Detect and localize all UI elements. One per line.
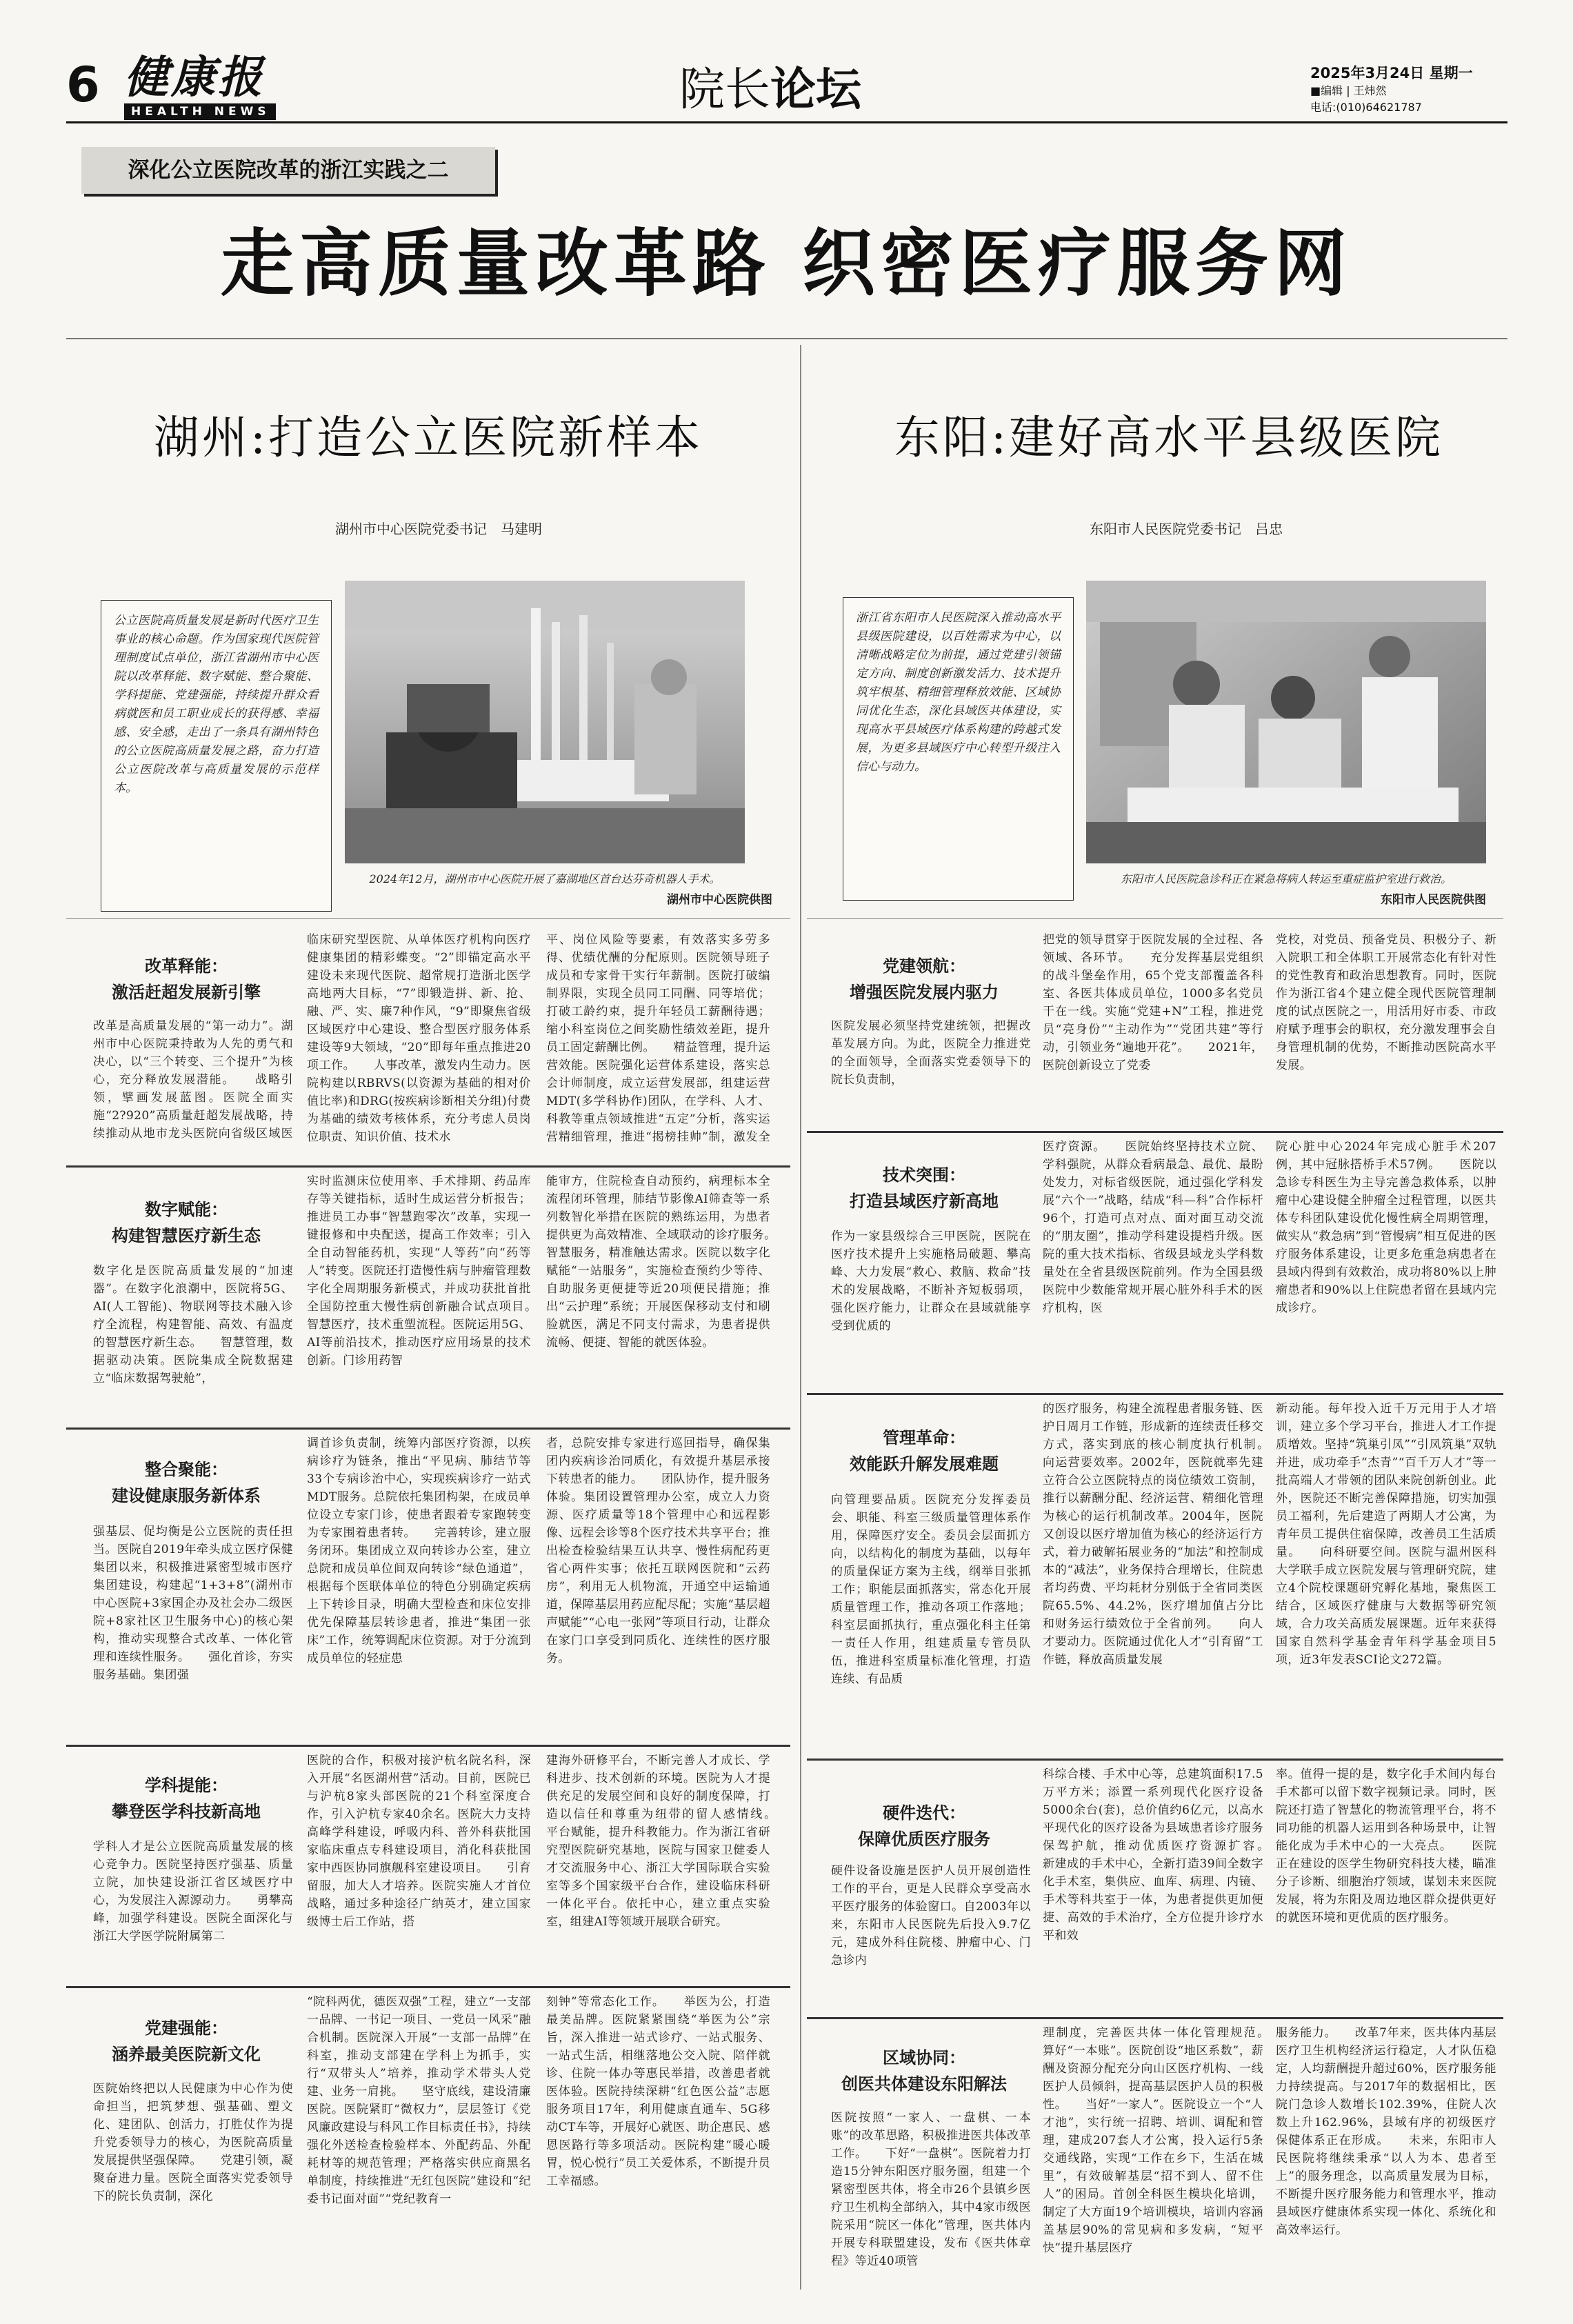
left-sec1-rule [66, 918, 790, 919]
right-sec3-rule [807, 1393, 1503, 1395]
series-label-text: 深化公立医院改革的浙江实践之二 [128, 158, 449, 183]
right-photo [1086, 581, 1486, 863]
right-sec2-rule [807, 1131, 1503, 1133]
left-sec3-col1: 强基层、促均衡是公立医院的责任担当。医院自2019年牵头成立医疗保健集团以来，积极推进紧密型城市医疗集团建设，构建起“1+3+8”(湖州市中心医院+3家国企办及社会办二级医院+8家社区卫生服务中心)的核心架构，推动实现整合式改革、一体化管理和连续性服务。 强化首诊，夯实服务基础。集团强 [93, 1525, 293, 1682]
section-title-a: 院长 [679, 63, 770, 116]
emergency-transfer-image [1086, 581, 1486, 863]
paper-name: 健康报 [124, 52, 265, 103]
page-number: 6 [66, 57, 100, 113]
left-byline: 湖州市中心医院党委书记 马建明 [335, 521, 542, 537]
left-sec2-head [76, 1196, 297, 1249]
right-byline: 东阳市人民医院党委书记 吕忠 [1090, 521, 1283, 537]
left-sec2-col1: 数字化是医院高质量发展的“加速器”。在数字化浪潮中，医院将5G、AI(人工智能)、物联网等技术融入诊疗全流程，构建智能、高效、有温度的智慧医疗新生态。 智慧管理，数据驱动决策。医院集成全院数据建立“临床数据驾驶舱”， [93, 1264, 293, 1385]
right-sec5-rule [807, 2017, 1503, 2019]
right-sec4-heading: 保障优质医疗服务 [858, 1830, 990, 1849]
right-sec2-col3: 院心脏中心2024年完成心脏手术207例，其中冠脉搭桥手术57例。 医院以急诊专科医生为主导完善急救体系，以肿瘤中心建设健全肿瘤全过程管理，以医共体专科团队建设优化慢性病全周期管理，做实从“救急病”到“管慢病”相互促进的医疗服务体系建设，让更多危重急病患者在县域内得到有效救治，成功将80%以上肿瘤患者和90%以上住院患者留在县域内完成诊疗。 [1276, 1140, 1496, 1315]
left-sec1-head [76, 953, 297, 1005]
left-sec5-kicker: 党建强能： [145, 2019, 228, 2038]
phone-line: 电话:(010)64621787 [1310, 101, 1422, 114]
right-sec5-heading: 创医共体建设东阳解法 [841, 2074, 1007, 2094]
left-sec3-kicker: 整合聚能： [145, 1460, 228, 1479]
right-sec3-col2: 的医疗服务，构建全流程患者服务链、医护日周月工作链，形成新的连续责任移交方式，落实到底的核心制度执行机制。 向运营要效率。2002年，医院就率先建立符合公立医院特点的岗位绩效工资制，推行以薪酬分配、经济运营、精细化管理为核心的运行机制改革。2004年，医院又创设以医疗增加值为核心的经济运行方式，着力破解拓展业务的“加法”和控制成本的“减法”，业务保持合理增长，住院患者均药费、平均耗材分别低于全省同类医院65.5%、44.2%，医疗增加值占分比和财务运行绩效位于全省前列。 向人才要动力。医院通过优化人才“引育留”工作链，释放高质量发展 [1043, 1402, 1263, 1667]
headline-rule [66, 338, 1507, 339]
left-sec3-col2: 调首诊负责制，统筹内部医疗资源，以疾病诊疗为链条，推出“平见病、肺结节等33个专病诊治中心，实现疾病诊疗一站式MDT服务。总院依托集团构架，在成员单位设立专家门诊，使患者跟着专家跑转变为专家围着患者转。 完善转诊，建立服务闭环。集团成立双向转诊办公室，建立总院和成员单位间双向转诊“绿色通道”，根据每个医联体单位的特色分别确定疾病上下转诊目录，明确大型检查和床位安排优先保障基层转诊患者，推进“集团一张床”工作，统筹调配床位资源。对于分流到成员单位的轻症患 [307, 1436, 531, 1665]
right-sec3-heading: 效能跃升解发展难题 [850, 1454, 999, 1474]
paper-logo [124, 54, 283, 123]
left-sec2-rule [66, 1165, 790, 1168]
right-sec1-rule [807, 918, 1503, 919]
left-sec5-rule [66, 1986, 790, 1988]
right-sec2-heading: 打造县域医疗新高地 [850, 1192, 999, 1211]
left-sec5-head [76, 2015, 297, 2067]
right-sec3-col1: 向管理要品质。医院充分发挥委员会、职能、科室三级质量管理体系作用，保障医疗安全。委员会层面抓方向，以结构化的制度为基础，以每年的质量保证方案为主线，纲举目张抓工作；职能层面抓落实，常态化开展质量管理工作，推动各项工作落地；科室层面抓执行，重点强化科主任第一责任人作用，组建质量专管员队伍，推进科室质量标准化管理，打造连续、有品质 [831, 1493, 1031, 1686]
right-sec5-col1: 医院按照“一家人、一盘棋、一本账”的改革思路，积极推进医共体改革工作。 下好“一盘棋”。医院着力打造15分钟东阳医疗服务圈，组建一个紧密型医共体，将全市26个县镇乡医疗卫生机构全部纳入，其中4家市级医院采用“院区一体化”管理，医共体内开展专科联盟建设，发布《医共体章程》等近40项管 [831, 2111, 1031, 2268]
left-intro: 公立医院高质量发展是新时代医疗卫生事业的核心命题。作为国家现代医院管理制度试点单位，浙江省湖州市中心医院以改革释能、数字赋能、整合聚能、学科提能、党建强能，持续提升群众看病就医和员工职业成长的获得感、幸福感、安全感，走出了一条具有湖州特色的公立医院高质量发展之路，奋力打造公立医院改革与高质量发展的示范样本。 [101, 600, 332, 912]
right-sec4-col2: 科综合楼、手术中心等，总建筑面积17.5万平方米；添置一系列现代化医疗设备5000余台(套)，总价值约6亿元，以高水平现代化的医疗设备为县域患者诊疗服务保驾护航，推动优质医疗资源扩容。 新建成的手术中心，全新打造39间全数字化手术室，集供应、血库、病理、内镜、手术等科共室于一体，为患者提供更加便捷、高效的手术治疗，全方位提升诊疗水平和效 [1043, 1767, 1263, 1943]
right-sec3-kicker: 管理革命： [883, 1428, 965, 1448]
masthead [0, 0, 1573, 121]
editor-line: ■编辑 | 王炜然 [1310, 84, 1387, 97]
right-sec4-col3: 率。值得一提的是，数字化手术间内每台手术都可以留下数字视频记录。同时，医院还打造了智慧化的物流管理平台，将不同功能的机器人运用到各种场景中，让智能化成为手术中心的一大亮点。 医院正在建设的医学生物研究科技大楼，瞄准分子诊断、细胞治疗领域，谋划未来医院发展，将为东阳及周边地区群众提供更好的就医环境和更优质的医疗服务。 [1276, 1767, 1496, 1925]
left-sec4-heading: 攀登医学科技新高地 [112, 1802, 261, 1821]
right-sec1-col3: 党校，对党员、预备党员、积极分子、新入院职工和全体职工开展常态化有针对性的党性教育和政治思想教育。同时，医院作为浙江省4个建立健全现代医院管理制度的试点医院之一，用活用好市委、市政府赋予理事会的职权，充分激发理事会自身管理机制的优势，不断推动医院高水平发展。 [1276, 933, 1496, 1072]
left-sec1-col1: 改革是高质量发展的“第一动力”。湖州市中心医院秉持敢为人先的勇气和决心，以“三个转变、三个提升”为核心，充分释放发展潜能。 战略引领，擘画发展蓝图。医院全面实施“2?920”高质量赶超发展战略，持续推动从地市龙头医院向省级区域医 [93, 1019, 293, 1141]
left-sec5-col3: 刻钟”等常态化工作。 举医为公，打造最美品牌。医院紧紧围绕“举医为公”宗旨，深入推进一站式诊疗、一站式服务、一站式生活，相继落地公交入院、陪伴就诊、住院一体办等惠民举措，改善患者就医体验。医院持续深耕“红色医公益”志愿服务项目17年，利用健康直通车、5G移动CT车等，开展好心就医、助企惠民、感恩医路行等多项活动。医院构建“暖心暖胃，悦心悦行”员工关爱体系，不断提升员工幸福感。 [546, 1995, 770, 2188]
masthead-rule [66, 121, 1507, 123]
left-sec3-rule [66, 1428, 790, 1430]
right-sec5-head [814, 2045, 1034, 2097]
left-sec1-col3: 平、岗位风险等要素，有效落实多劳多得、优绩优酬的分配原则。医院领导班子成员和专家骨干实行年薪制。医院打破编制界限，实现全员同工同酬、同等培优；打破工龄约束，提升年轻员工薪酬待遇；缩小科室岗位之间奖励性绩效差距，提升员工固定薪酬比例。 精益管理，提升运营效能。医院强化运营体系建设，落实总会计师制度，成立运营发展部，组建运营MDT(多学科协作)团队，在学科、人才、科教等重点领域推进“五定”分析，落实运营精细管理，推进“揭榜挂帅”制，激发全 [546, 933, 770, 1144]
left-sec5-heading: 涵养最美医院新文化 [112, 2045, 261, 2064]
left-sec2-col2: 实时监测床位使用率、手术排期、药品库存等关键指标，适时生成运营分析报告；推进员工办事“智慧跑零次”改革，实现一键报修和中央配送，提高工作效率；引入全自动智能药机，实现“人等药”向“药等人”转变。医院还打造慢性病与肿瘤管理数字化全周期服务新模式，并成功获批首批全国防控重大慢性病创新融合试点项目。 智慧医疗，技术重塑流程。医院运用5G、AI等前沿技术，推动医疗应用场景的技术创新。门诊用药智 [307, 1174, 531, 1368]
left-sec5-col2: “院科两优，德医双强”工程，建立“一支部一品牌、一书记一项目、一党员一风采”融合机制。医院深入开展“一支部一品牌”在科室，推动支部建在学科上为抓手，实行“双带头人”培养，推动学术带头人党建、业务一肩挑。 坚守底线，建设清廉医院。医院紧盯“微权力”，层层签订《党风廉政建设与科风工作目标责任书》，持续强化外送检查检验样本、外配药品、外配耗材等的规范管理；严格落实供应商黑名单制度，持续推进“无红包医院”建设和“纪委书记面对面”“党纪教育一 [307, 1995, 531, 2206]
left-sec2-kicker: 数字赋能： [145, 1200, 228, 1219]
left-sec2-col3: 能审方，住院检查自动预约，病理标本全流程闭环管理，肺结节影像AI筛查等一系列数智化举措在医院的熟练运用，为患者提供更为高效精准、全域联动的诊疗服务。 智慧服务，精准触达需求。医院以数字化赋能“一站服务”，实施检查预约少等待、自助服务更便捷等近20项便民措施；推出“云护理”系统；开展医保移动支付和刷脸就医，满足不同支付需求，为患者提供流畅、便捷、智能的就医体验。 [546, 1174, 770, 1350]
left-sec4-col1: 学科人才是公立医院高质量发展的核心竞争力。医院坚持医疗强基、质量立院，加快建设浙江省区域医疗中心，为发展注入源源动力。 勇攀高峰，加强学科建设。医院全面深化与浙江大学医学院附属第二 [93, 1840, 293, 1943]
robot-surgery-image [345, 581, 745, 863]
right-sec2-head [814, 1162, 1034, 1214]
left-sec1-kicker: 改革释能： [145, 956, 228, 976]
left-sec3-heading: 建设健康服务新体系 [112, 1486, 261, 1505]
center-divider [800, 345, 801, 2290]
issue-date: 2025年3月24日 星期一 [1310, 65, 1473, 81]
left-photo-credit: 湖州市中心医院供图 [667, 893, 772, 907]
right-sec5-kicker: 区域协同： [883, 2048, 965, 2067]
right-sec2-col1: 作为一家县级综合三甲医院，医院在医疗技术提升上实施格局破题、攀高峰、大力发展“救心、救脑、救命”技术的发展战略，不断补齐短板弱项，强化医疗能力，让群众在县域就能享受到优质的 [831, 1230, 1031, 1333]
left-sec4-col2: 医院的合作，积极对接沪杭名院名科，深入开展“名医湖州营”活动。目前，医院已与沪杭8家头部医院的21个科室深度合作，引入沪杭专家40余名。医院大力支持高峰学科建设，呼吸内科、普外科获批国家临床重点专科建设项目，消化科获批国家中西医协同旗舰科室建设项目。 引育留服，加大人才培养。医院实施人才首位战略，通过多种途径广纳英才，建立国家级博士后工作站，搭 [307, 1754, 531, 1929]
right-sec3-col3: 新动能。每年投入近千万元用于人才培训，建立多个学习平台，推进人才工作提质增效。坚持“筑巢引凤”“引凤筑巢”双轨并进，成功牵手“杰青”“百千万人才”等一批高端人才带领的团队来院创新创业。此外，医院还不断完善保障措施，切实加强员工福利，先后建造了两期人才公寓，为青年员工提供住宿保障，改善员工生活质量。 向科研要空间。医院与温州医科大学联手成立医院发展与管理研究院，建立4个院校课题研究孵化基地，聚焦医工结合，区域医疗健康与大数据等研究领域，合力攻关高质发展课题。近年来获得国家自然科学基金青年科学基金项目5项，近3年发表SCI论文272篇。 [1276, 1402, 1496, 1667]
right-sec1-head [814, 953, 1034, 1005]
left-sec1-heading: 激活赶超发展新引擎 [112, 983, 261, 1002]
left-sec4-col3: 建海外研修平台，不断完善人才成长、学科进步、技术创新的环境。医院为人才提供充足的发展空间和良好的制度保障，打造以信任和尊重为纽带的留人感情线。 平台赋能，提升科教能力。作为浙江省研究型医院研究基地，医院与国家卫健委人才交流服务中心、浙江大学国际联合实验室等多个国家级平台合作，建设临床科研一体化平台。依托中心，建立重点实验室，组建AI等领域开展联合研究。 [546, 1754, 770, 1929]
left-sec1-col2: 临床研究型医院、从单体医疗机构向医疗健康集团的精彩蝶变。“2”即锚定高水平建设未来现代医院、超常规打造浙北医学高地两大目标，“7”即锻造拼、新、抢、融、严、实、廉7种作风，“9”即聚焦省级区域医疗中心建设、整合型医疗服务体系建设等9大领域，“20”即每年重点推进20项工作。 人事改革，激发内生动力。医院构建以RBRVS(以资源为基础的相对价值比率)和DRG(按疾病诊断相关分组)付费为基础的绩效考核体系，充分考虑人员岗位职责、知识价值、技术水 [307, 933, 531, 1144]
right-sec4-head [814, 1800, 1034, 1852]
right-sec2-kicker: 技术突围： [883, 1165, 965, 1185]
left-sec3-col3: 者，总院安排专家进行巡回指导，确保集团内疾病诊治同质化，有效提升基层承接下转患者的能力。 团队协作，提升服务体验。集团设置管理办公室，成立人力资源、医疗质量等18个管理中心和远程影像、远程会诊等8个医疗技术共享平台；推出检查检验结果互认共享、慢性病配药更省心两件实事；依托互联网医院和“云药房”，利用无人机物流，开通空中运输通道，保障基层用药应配尽配；实施“基层超声赋能”“心电一张网”等项目行动，让群众在家门口享受到同质化、连续性的医疗服务。 [546, 1436, 770, 1665]
left-sec4-rule [66, 1745, 790, 1747]
right-sec1-col2: 把党的领导贯穿于医院发展的全过程、各领域、各环节。 充分发挥基层党组织的战斗堡垒作用，65个党支部覆盖各科室、各医共体成员单位，1000多名党员干在一线。实施“党建+N”工程，推进党员“亮身份”“主动作为”“党团共建”等行动，引领业务“遍地开花”。 2021年，医院创新设立了党委 [1043, 933, 1263, 1072]
right-sec2-col2: 医疗资源。 医院始终坚持技术立院、学科强院，从群众看病最急、最优、最盼处发力，对标省级医院，通过强化学科发展“六个一”战略，结成“科—科”合作标杆96个，打造可点对点、面对面互动交流的“朋友圈”，推动学科建设提档升级。医院的重大技术指标、省级县域龙头学科数量处在全省县级医院前列。作为全国县级医院中少数能常规开展心脏外科手术的医疗机构，医 [1043, 1140, 1263, 1315]
right-sec1-kicker: 党建领航： [883, 956, 965, 976]
section-title-b: 论坛 [770, 63, 861, 116]
left-sec3-head [76, 1456, 297, 1509]
right-sec5-col2: 理制度，完善医共体一体化管理规范。 算好“一本账”。医院创设“地区系数”，薪酬及资源分配充分向山区医疗机构、一线医护人员倾斜，提高基层医护人员的积极性。 当好“一家人”。医院设立一个“人才池”，实行统一招聘、培训、调配和管理，建成207套人才公寓，投入运行5条交通线路，实现“工作在乡下，生活在城里”，有效破解基层“招不到人、留不住人”的困局。首创全科医生模块化培训，制定了大方面19个培训模块，培训内容涵盖基层90%的常见病和多发病，“短平快”提升基层医疗 [1043, 2026, 1263, 2255]
right-sec5-col3: 服务能力。 改革7年来，医共体内基层医疗卫生机构经济运行稳定，人才队伍稳定，人均薪酬提升超过60%，医疗服务能力持续提高。与2017年的数据相比，医院门急诊人数增长102.39%，住院人次数上升162.96%，县域有序的初级医疗保健体系正在形成。 未来，东阳市人民医院将继续秉承“以人为本、患者至上”的服务理念，以高质量发展为目标，不断提升医疗服务能力和管理水平，推动县域医疗健康体系实现一体化、系统化和高效率运行。 [1276, 2026, 1496, 2237]
left-sec2-heading: 构建智慧医疗新生态 [112, 1226, 261, 1245]
left-sec5-col1: 医院始终把以人民健康为中心作为使命担当，把筑梦想、强基础、塑文化、建团队、创活力，打胜仗作为提升党委领导力的核心，为医院高质量发展提供坚强保障。 党建引领，凝聚奋进力量。医院全面落实党委领导下的院长负责制，深化 [93, 2082, 293, 2203]
left-sec4-head [76, 1772, 297, 1825]
headline: 走高质量改革路 织密医疗服务网 [221, 221, 1352, 306]
right-sec4-kicker: 硬件迭代： [883, 1803, 965, 1823]
right-sec4-rule [807, 1759, 1503, 1761]
right-sec4-col1: 硬件设备设施是医护人员开展创造性工作的平台，更是人民群众享受高水平医疗服务的体验窗口。自2003年以来，东阳市人民医院先后投入9.7亿元，建成外科住院楼、肿瘤中心、门急诊内 [831, 1864, 1031, 1967]
issue-info [1310, 63, 1517, 116]
right-photo-credit: 东阳市人民医院供图 [1381, 893, 1486, 907]
paper-name-en: HEALTH NEWS [124, 103, 276, 120]
right-photo-caption: 东阳市人民医院急诊科正在紧急将病人转运至重症监护室进行救治。 [1120, 872, 1452, 885]
left-article-title: 湖州:打造公立医院新样本 [153, 411, 703, 464]
right-sec3-head [814, 1425, 1034, 1477]
left-photo-caption: 2024年12月，湖州市中心医院开展了嘉湖地区首台达芬奇机器人手术。 [369, 872, 721, 885]
right-sec1-heading: 增强医院发展内驱力 [850, 983, 999, 1002]
left-sec4-kicker: 学科提能： [145, 1776, 228, 1795]
left-photo [345, 581, 745, 863]
section-title [679, 62, 861, 117]
right-intro: 浙江省东阳市人民医院深入推动高水平县级医院建设，以百姓需求为中心，以清晰战略定位为前提，通过党建引领锚定方向、制度创新激发活力、技术提升筑牢根基、精细管理释放效能、区域协同优化生态，深化县域医共体建设，实现高水平县域医疗体系构建的跨越式发展，为更多县域医疗中心转型升级注入信心与动力。 [843, 597, 1074, 901]
right-article-title: 东阳:建好高水平县级医院 [894, 411, 1444, 464]
right-sec1-col1: 医院发展必须坚持党建统领，把握改革发展方向。为此，医院全力推进党的全面领导，全面落实党委领导下的院长负责制， [831, 1019, 1031, 1087]
